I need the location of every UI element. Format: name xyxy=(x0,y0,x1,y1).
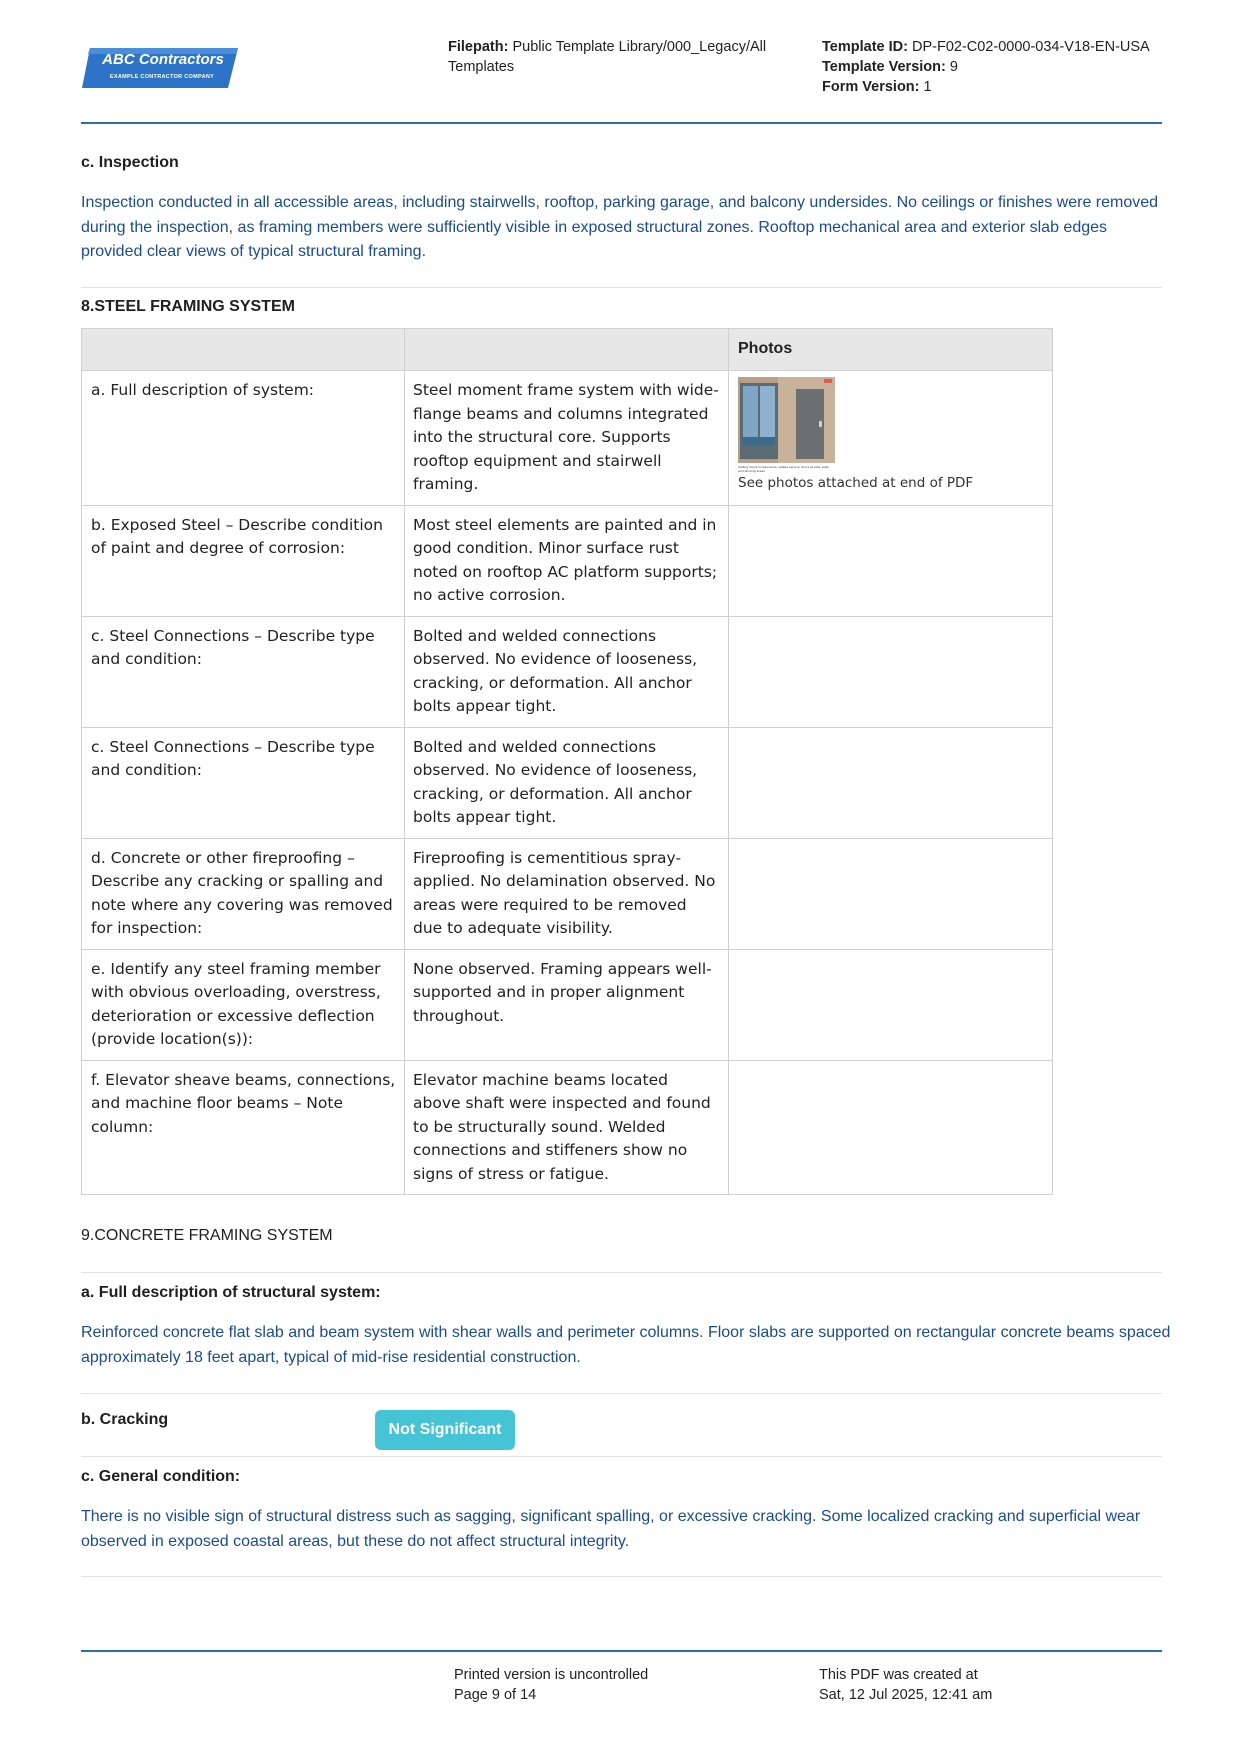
photo-cell xyxy=(729,838,1053,949)
logo-name: ABC Contractors xyxy=(102,51,224,68)
footer-created-label: This PDF was created at xyxy=(819,1667,978,1683)
concrete-c-text: There is no visible sign of structural distress such as sagging, significant spalling, or excessive cracking. Some localized cracking and superficial wear observed in exposed coastal areas, but these do not affect structural integrity. xyxy=(81,1508,1141,1550)
table-row xyxy=(82,838,1053,949)
row-value: Fireproofing is cementitious spray-applied. No delamination observed. No areas were required to be removed due to adequate visibility. xyxy=(405,838,729,949)
row-value: Most steel elements are painted and in good condition. Minor surface rust noted on rooftop AC platform supports; no active corrosion. xyxy=(405,505,729,616)
filepath-label: Filepath: xyxy=(448,39,509,55)
footer-right xyxy=(819,1665,1159,1705)
concrete-b-label: b. Cracking xyxy=(81,1411,169,1428)
photo-cell xyxy=(729,371,1053,506)
photo-cell xyxy=(729,949,1053,1060)
footer-page-number: Page 9 of 14 xyxy=(454,1687,537,1703)
row-value: Bolted and welded connections observed. No evidence of looseness, cracking, or deformation. All anchor bolts appear tight. xyxy=(405,727,729,838)
logo-tagline: EXAMPLE CONTRACTOR COMPANY xyxy=(109,74,215,80)
footer-left xyxy=(454,1665,754,1705)
row-label: f. Elevator sheave beams, connections, and machine floor beams – Note column: xyxy=(82,1060,405,1195)
template-id-line xyxy=(822,37,1202,57)
divider xyxy=(81,1576,1162,1577)
concrete-a-label: a. Full description of structural system: xyxy=(81,1284,381,1301)
row-label: c. Steel Connections – Describe type and condition: xyxy=(82,727,405,838)
photo-caption: See photos attached at end of PDF xyxy=(738,475,974,491)
concrete-a-text: Reinforced concrete flat slab and beam system with shear walls and perimeter columns. Floor slabs are supported on rectangular concrete beams spaced approximately 18 feet apart, typical of mid-rise residential construction. xyxy=(81,1324,1171,1366)
photo-cell xyxy=(729,1060,1053,1195)
concrete-c-label: c. General condition: xyxy=(81,1468,241,1485)
row-value: Bolted and welded connections observed. No evidence of looseness, cracking, or deformation. All anchor bolts appear tight. xyxy=(405,616,729,727)
cracking-status-badge: Not Significant xyxy=(375,1410,515,1450)
row-label: c. Steel Connections – Describe type and condition: xyxy=(82,616,405,727)
divider xyxy=(81,1456,1162,1457)
inspection-label: c. Inspection xyxy=(81,154,179,171)
header-cell-label xyxy=(82,329,405,371)
photo-cell xyxy=(729,727,1053,838)
footer-uncontrolled: Printed version is uncontrolled xyxy=(454,1667,649,1683)
header-cell-photos: Photos xyxy=(729,329,1053,371)
row-label: b. Exposed Steel – Describe condition of paint and degree of corrosion: xyxy=(82,505,405,616)
form-version-value: 1 xyxy=(923,79,932,95)
table-row xyxy=(82,616,1053,727)
template-id-value: DP-F02-C02-0000-034-V18-EN-USA xyxy=(911,39,1150,55)
form-version-line xyxy=(822,77,1202,97)
divider xyxy=(81,287,1162,288)
template-version-line xyxy=(822,57,1202,77)
photo-cell xyxy=(729,616,1053,727)
row-label: a. Full description of system: xyxy=(82,371,405,506)
photo-cell xyxy=(729,505,1053,616)
filepath-value: Public Template Library/000_Legacy/All Templates xyxy=(448,39,767,75)
concrete-section-title: 9.CONCRETE FRAMING SYSTEM xyxy=(81,1227,333,1244)
template-version-value: 9 xyxy=(949,59,958,75)
divider xyxy=(81,1272,1162,1273)
row-label: d. Concrete or other fireproofing – Describe any cracking or spalling and note where any covering was removed for inspection: xyxy=(82,838,405,949)
row-label: e. Identify any steel framing member with obvious overloading, overstress, deterioration or excessive deflection (provide location(s)): xyxy=(82,949,405,1060)
photo-thumbnail[interactable] xyxy=(738,377,835,463)
template-version-label: Template Version: xyxy=(822,59,946,75)
table-row xyxy=(82,727,1053,838)
divider xyxy=(81,1393,1162,1394)
row-value: Elevator machine beams located above shaft were inspected and found to be structurally sound. Welded connections and stiffeners show no signs of stress or fatigue. xyxy=(405,1060,729,1195)
steel-section-title: 8.STEEL FRAMING SYSTEM xyxy=(81,298,295,315)
table-header-row xyxy=(82,329,1053,371)
company-logo xyxy=(82,46,238,90)
header-divider xyxy=(81,122,1162,124)
template-id-label: Template ID: xyxy=(822,39,908,55)
table-row xyxy=(82,949,1053,1060)
form-version-label: Form Version: xyxy=(822,79,920,95)
table-row xyxy=(82,1060,1053,1195)
row-value: None observed. Framing appears well-supported and in proper alignment throughout. xyxy=(405,949,729,1060)
steel-framing-table xyxy=(81,328,1053,1195)
footer-created-date: Sat, 12 Jul 2025, 12:41 am xyxy=(819,1687,993,1703)
table-row xyxy=(82,505,1053,616)
row-value: Steel moment frame system with wide-flange beams and columns integrated into the structural core. Supports rooftop equipment and stairwell framing. xyxy=(405,371,729,506)
inspection-text: Inspection conducted in all accessible areas, including stairwells, rooftop, parking garage, and balcony undersides. No ceilings or finishes were removed during the inspection, as framing members were sufficiently visible in exposed structural zones. Rooftop mechanical area and exterior slab edges provided clear views of typical structural framing. xyxy=(81,194,1159,260)
footer-divider xyxy=(81,1650,1162,1652)
photo-tiny-caption: Sliding doors to balconies, visible service doors at stair exits and landing areas xyxy=(738,465,829,473)
header-template-info xyxy=(822,37,1202,97)
header-cell-value xyxy=(405,329,729,371)
table-row xyxy=(82,371,1053,506)
header-filepath xyxy=(448,37,788,77)
